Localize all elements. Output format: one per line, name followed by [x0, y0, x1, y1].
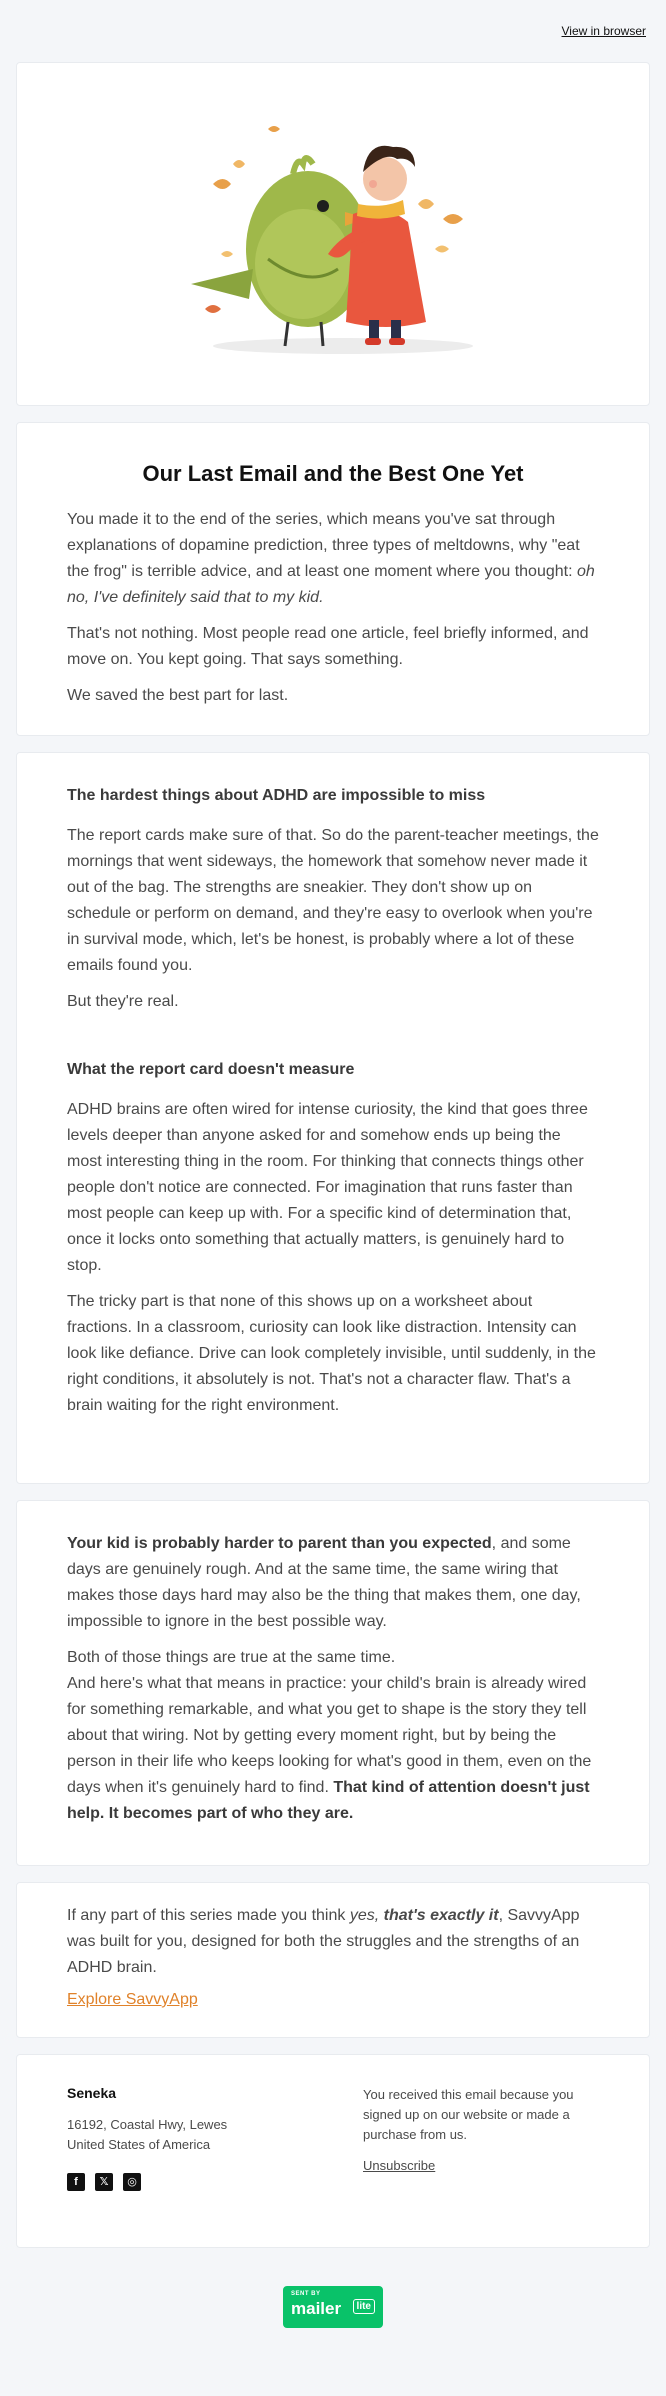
strengths-section-card: [16, 752, 650, 1484]
footer-address-line-1: 16192, Coastal Hwy, Lewes: [67, 2117, 228, 2132]
instagram-icon[interactable]: ◎: [123, 2173, 141, 2191]
kid-card: [16, 1500, 650, 1866]
kid-paragraph-3: And here's what that means in practice: your child's brain is already wired for something remarkable, and what you get to shape is the story they tell about that wiring. Not by getting every moment right, but by being the person in their life who keeps looking for what's good in them, even on the days when it's genuinely hard to find. That kind of attention doesn't just help. It becomes part of who they are.: [67, 1675, 592, 1822]
intro-card: [16, 422, 650, 736]
promo-card: [16, 1882, 650, 2038]
intro-paragraph-2: That's not nothing. Most people read one article, feel briefly informed, and move on. You kept going. That says something.: [67, 625, 589, 669]
footer-left: [67, 2085, 307, 2247]
social-links: [67, 2173, 307, 2191]
footer-right: [363, 2085, 599, 2247]
explore-savvyapp-link[interactable]: Explore SavvyApp: [67, 1991, 198, 2008]
x-icon[interactable]: 𝕏: [95, 2173, 113, 2191]
hero-illustration: [173, 84, 493, 384]
footer-notice: You received this email because you signed up on our website or made a purchase from us.: [363, 2087, 574, 2142]
section-paragraph-4: The tricky part is that none of this shows up on a worksheet about fractions. In a classroom, curiosity can look like distraction. Intensity can look like defiance. Drive can look completely invisible, until suddenly, in the right conditions, it absolutely is not. That's not a character flaw. That's a brain waiting for the right environment.: [67, 1293, 596, 1414]
badge-name: mailer: [291, 2299, 342, 2318]
view-in-browser-link[interactable]: View in browser: [561, 24, 646, 38]
promo-paragraph: If any part of this series made you think yes, that's exactly it, SavvyApp was built for you, designed for both the struggles and the strengths of an ADHD brain.: [67, 1907, 580, 1976]
top-bar: [16, 0, 650, 62]
intro-paragraph-1: You made it to the end of the series, which means you've sat through explanations of dopamine prediction, three types of meltdowns, why "eat the frog" is terrible advice, and at least one moment where you thought: oh no, I've definitely said that to my kid.: [67, 511, 595, 607]
section-paragraph-3: ADHD brains are often wired for intense curiosity, the kind that goes three levels deeper than anyone asked for and somehow ends up being the most interesting thing in the room. For thinking that connects things other people don't notice are connected. For imagination that runs faster than most people can keep up with. For a specific kind of determination that, once it locks onto something that actually matters, is genuinely hard to stop.: [67, 1101, 588, 1274]
facebook-icon[interactable]: f: [67, 2173, 85, 2191]
kid-paragraph-2: Both of those things are true at the same time.: [67, 1649, 396, 1666]
email-title: Our Last Email and the Best One Yet: [142, 461, 524, 486]
kid-paragraph-1: Your kid is probably harder to parent than you expected, and some days are genuinely rough. And at the same time, the same wiring that makes those days hard may also be the thing that makes them, one day, impossible to ignore in the best possible way.: [67, 1535, 581, 1630]
footer-card: [16, 2054, 650, 2248]
footer-address-line-2: United States of America: [67, 2137, 211, 2152]
badge-sent-by: SENT BY: [291, 2291, 321, 2297]
mailerlite-badge-wrap: [16, 2286, 650, 2328]
unsubscribe-link[interactable]: Unsubscribe: [363, 2158, 436, 2173]
section-paragraph-2: But they're real.: [67, 993, 179, 1010]
intro-paragraph-3: We saved the best part for last.: [67, 687, 289, 705]
section-heading-hardest: The hardest things about ADHD are impossible to miss: [67, 787, 486, 804]
section-heading-report-card: What the report card doesn't measure: [67, 1061, 355, 1078]
section-paragraph-1: The report cards make sure of that. So do the parent-teacher meetings, the mornings that went sideways, the homework that somehow never made it out of the bag. The strengths are sneakier. They don't show up on schedule or perform on demand, and they're easy to overlook when you're in survival mode, which, let's be honest, is probably where a lot of these emails found you.: [67, 827, 599, 974]
badge-lite: lite: [353, 2299, 375, 2314]
footer-brand: Seneka: [67, 2085, 117, 2101]
hero-card: [16, 62, 650, 406]
mailerlite-badge[interactable]: [283, 2286, 383, 2328]
